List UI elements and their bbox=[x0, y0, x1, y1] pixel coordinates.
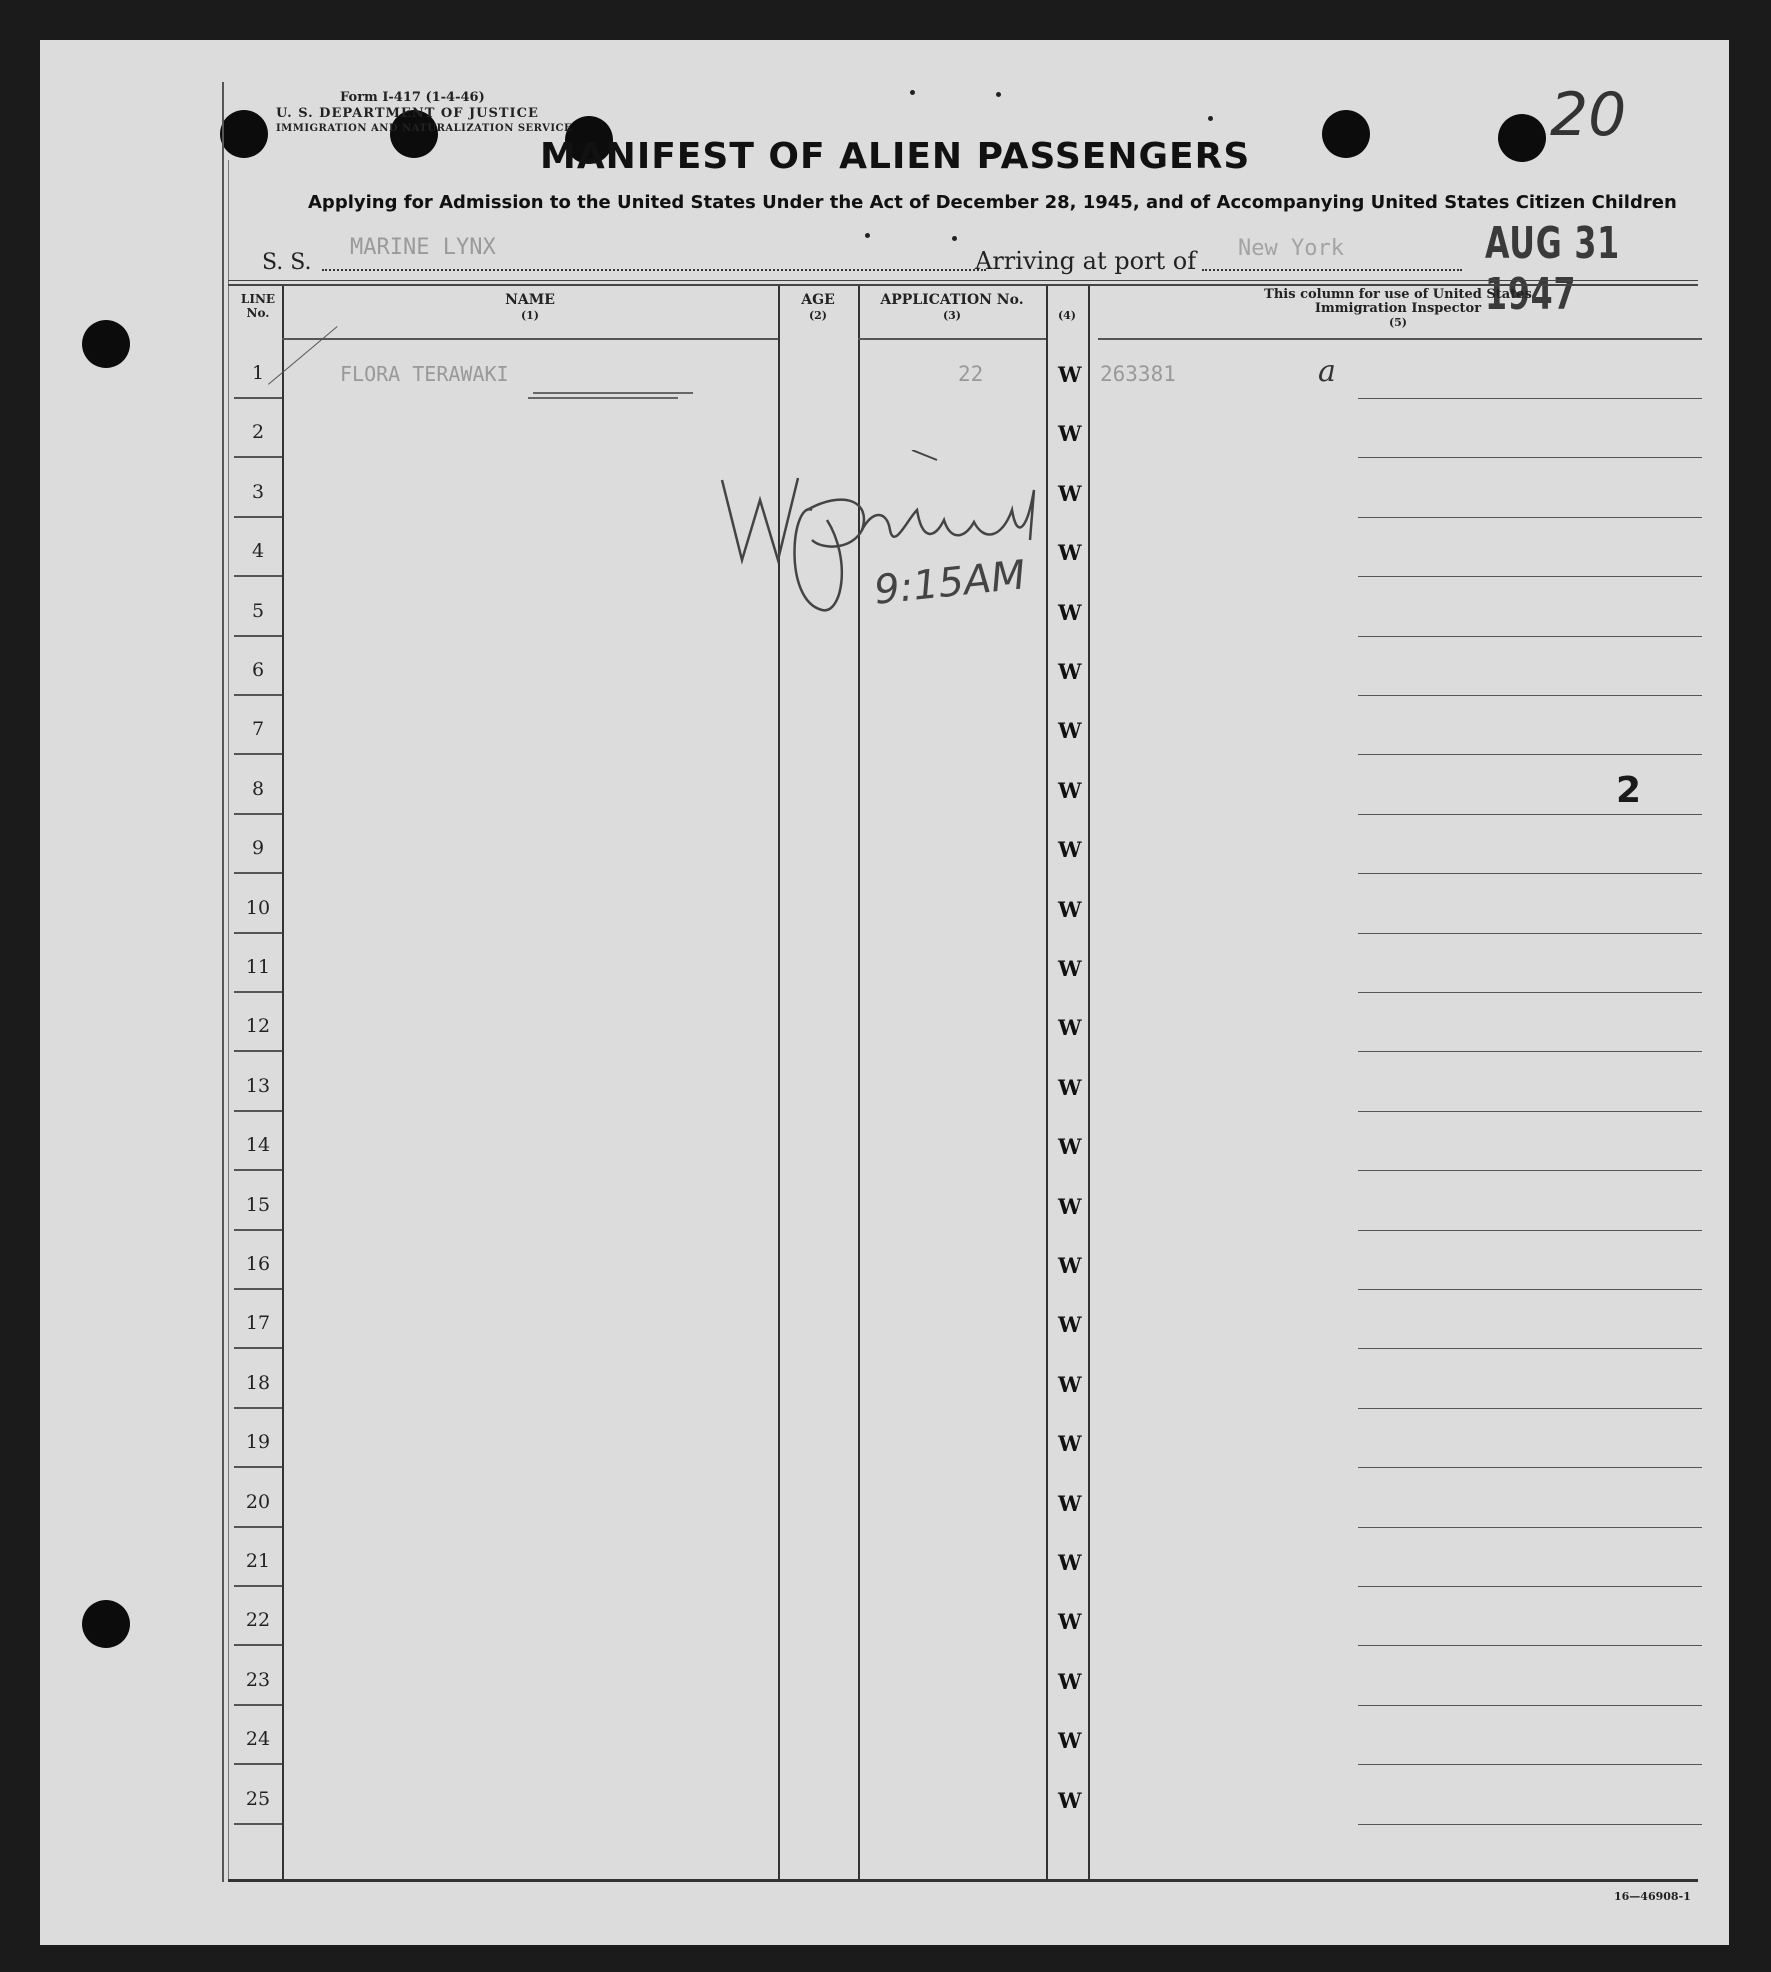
speck bbox=[996, 92, 1001, 97]
line-number: 16 bbox=[245, 1253, 271, 1275]
speck bbox=[952, 236, 957, 241]
table-row bbox=[228, 1231, 1698, 1290]
table-row bbox=[228, 756, 1698, 815]
col-head-4 bbox=[1046, 292, 1088, 324]
table-row bbox=[228, 934, 1698, 993]
line-number: 23 bbox=[245, 1668, 271, 1691]
line-number: 1 bbox=[251, 362, 265, 384]
table-row bbox=[228, 1053, 1698, 1112]
application-prefix: W bbox=[1058, 1550, 1082, 1575]
table-row bbox=[228, 696, 1698, 755]
line-number: 25 bbox=[245, 1787, 271, 1810]
col-head-inspector bbox=[1098, 288, 1698, 330]
application-number: 263381 bbox=[1100, 362, 1176, 386]
line-number: 3 bbox=[251, 480, 265, 503]
document-subtitle: Applying for Admission to the United States Under the Act of December 28, 1945, and of Accompanying United States Citizen Children bbox=[308, 192, 1677, 213]
line-number: 21 bbox=[245, 1550, 271, 1572]
speck bbox=[1208, 116, 1213, 121]
table-row bbox=[228, 637, 1698, 696]
signature-time: 9:15AM bbox=[872, 552, 1028, 614]
application-prefix: W bbox=[1058, 1371, 1082, 1397]
left-margin-rule bbox=[222, 82, 224, 1882]
port-line bbox=[1202, 269, 1462, 271]
table-row bbox=[228, 340, 1698, 399]
application-prefix: W bbox=[1058, 1668, 1082, 1694]
table-top-rule bbox=[228, 280, 1698, 281]
inspector-mark: 2 bbox=[1616, 770, 1642, 811]
line-number: 22 bbox=[245, 1609, 271, 1632]
application-prefix: W bbox=[1058, 1253, 1082, 1278]
col-head-inspector-label: This column for use of United States Immigration Inspector bbox=[1264, 287, 1532, 316]
line-number: 8 bbox=[251, 777, 265, 800]
punch-hole bbox=[1498, 114, 1546, 162]
line-number: 24 bbox=[245, 1728, 271, 1751]
col-head-line: LINE No. bbox=[240, 292, 276, 320]
service-name: IMMIGRATION AND NATURALIZATION SERVICE bbox=[276, 123, 573, 134]
arrival-date-stamp: AUG 31 1947 bbox=[1485, 218, 1621, 320]
application-prefix: W bbox=[1058, 1312, 1082, 1338]
form-number: Form I-417 (1-4-46) bbox=[340, 90, 485, 105]
application-prefix: W bbox=[1058, 362, 1082, 387]
line-number: 19 bbox=[245, 1431, 271, 1454]
name-underline bbox=[533, 392, 693, 394]
line-number-rule bbox=[234, 1823, 282, 1825]
line-number: 2 bbox=[251, 421, 265, 444]
col-head-age-label: AGE bbox=[801, 292, 835, 308]
application-prefix: W bbox=[1058, 1015, 1082, 1041]
application-prefix: W bbox=[1058, 1609, 1082, 1635]
application-prefix: W bbox=[1058, 896, 1082, 922]
page-number-handwritten: 20 bbox=[1550, 80, 1627, 150]
line-number: 17 bbox=[245, 1312, 271, 1335]
line-number: 11 bbox=[245, 956, 271, 978]
punch-hole bbox=[220, 110, 268, 158]
col-head-name bbox=[282, 292, 778, 324]
table-row bbox=[228, 1290, 1698, 1349]
application-prefix: W bbox=[1058, 1787, 1082, 1813]
ship-label: S. S. bbox=[262, 250, 312, 275]
application-prefix: W bbox=[1058, 421, 1082, 447]
line-number: 6 bbox=[251, 659, 265, 681]
document-title: MANIFEST OF ALIEN PASSENGERS bbox=[540, 136, 1251, 177]
application-prefix: W bbox=[1058, 1490, 1082, 1516]
line-number: 20 bbox=[245, 1490, 271, 1513]
department-name: U. S. DEPARTMENT OF JUSTICE bbox=[276, 106, 539, 121]
line-number: 10 bbox=[245, 896, 271, 919]
table-row bbox=[228, 1647, 1698, 1706]
ship-line bbox=[322, 269, 986, 271]
table-row bbox=[228, 993, 1698, 1052]
table-row bbox=[228, 1469, 1698, 1528]
col-head-name-label: NAME bbox=[505, 292, 555, 308]
table-row bbox=[228, 1172, 1698, 1231]
table-row bbox=[228, 1409, 1698, 1468]
table-row bbox=[228, 1766, 1698, 1825]
speck bbox=[910, 90, 915, 95]
line-number: 14 bbox=[245, 1134, 271, 1157]
table-row bbox=[228, 1706, 1698, 1765]
passenger-name: FLORA TERAWAKI bbox=[340, 362, 509, 386]
application-prefix: W bbox=[1058, 718, 1082, 744]
line-number: 5 bbox=[251, 599, 265, 622]
col-head-age-num: (2) bbox=[808, 309, 828, 322]
application-prefix: W bbox=[1058, 1193, 1082, 1219]
col-head-application-label: APPLICATION No. bbox=[880, 292, 1024, 308]
col-head-4-num: (4) bbox=[1057, 309, 1077, 322]
application-prefix: W bbox=[1058, 777, 1082, 803]
col-head-application bbox=[858, 292, 1046, 324]
col-head-inspector-num: (5) bbox=[1388, 316, 1408, 329]
application-prefix: W bbox=[1058, 1074, 1082, 1100]
table-row bbox=[228, 1587, 1698, 1646]
table-row bbox=[228, 1350, 1698, 1409]
port-label: Arriving at port of bbox=[975, 247, 1197, 275]
table-row bbox=[228, 1528, 1698, 1587]
col-head-name-num: (1) bbox=[520, 309, 540, 322]
application-prefix: W bbox=[1058, 540, 1082, 566]
table-row bbox=[228, 1112, 1698, 1171]
col-head-age bbox=[778, 292, 858, 324]
inspector-signature bbox=[712, 450, 1092, 640]
line-number: 18 bbox=[245, 1371, 271, 1394]
punch-hole bbox=[82, 1600, 130, 1648]
column-4-mark: a bbox=[1318, 354, 1336, 389]
line-number: 7 bbox=[251, 718, 265, 741]
speck bbox=[865, 233, 870, 238]
table-row bbox=[228, 815, 1698, 874]
line-number: 9 bbox=[251, 837, 265, 860]
col-head-application-num: (3) bbox=[942, 309, 962, 322]
line-number: 4 bbox=[251, 540, 265, 563]
passenger-age: 22 bbox=[958, 362, 984, 386]
line-number: 15 bbox=[245, 1193, 271, 1216]
port-name: New York bbox=[1238, 236, 1344, 261]
application-prefix: W bbox=[1058, 837, 1082, 863]
manifest-sheet bbox=[40, 40, 1729, 1945]
inspector-rule bbox=[1358, 1824, 1702, 1825]
footer-code: 16—46908-1 bbox=[1614, 1890, 1691, 1903]
application-prefix: W bbox=[1058, 1431, 1082, 1457]
line-number: 12 bbox=[245, 1015, 271, 1038]
application-prefix: W bbox=[1058, 956, 1082, 981]
ship-name: MARINE LYNX bbox=[350, 235, 496, 260]
application-prefix: W bbox=[1058, 659, 1082, 684]
table-row bbox=[228, 875, 1698, 934]
application-prefix: W bbox=[1058, 480, 1082, 506]
line-number: 13 bbox=[245, 1074, 271, 1097]
application-prefix: W bbox=[1058, 1134, 1082, 1160]
application-prefix: W bbox=[1058, 1728, 1082, 1754]
application-prefix: W bbox=[1058, 599, 1082, 625]
punch-hole bbox=[82, 320, 130, 368]
